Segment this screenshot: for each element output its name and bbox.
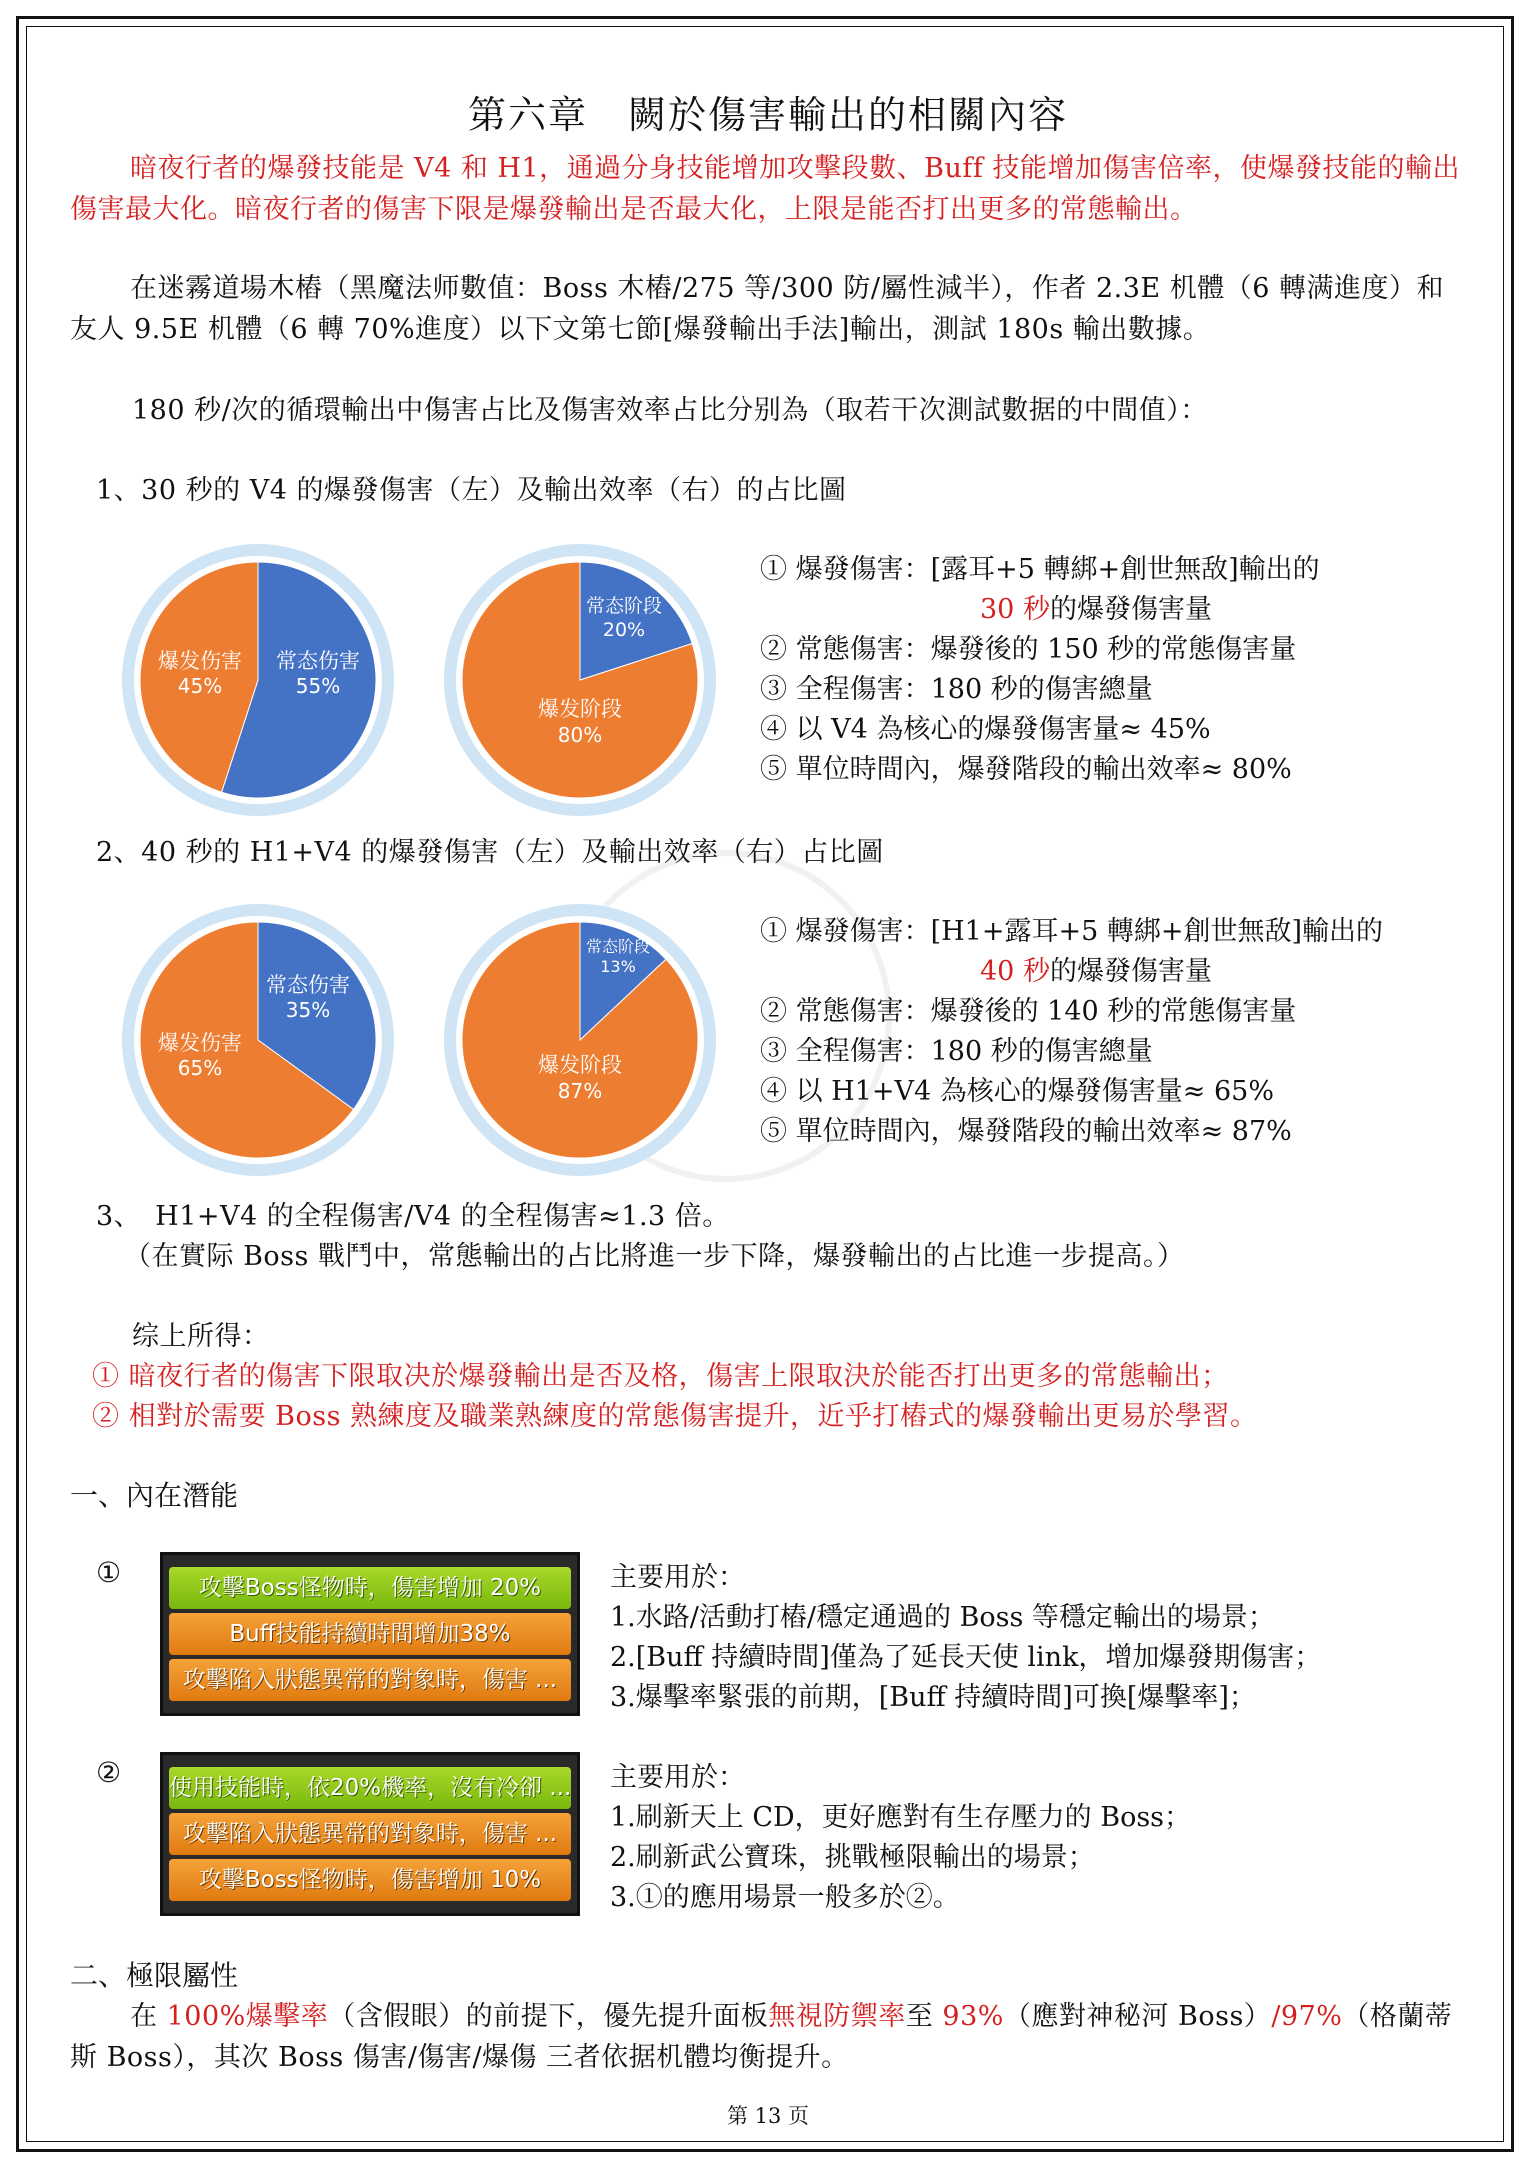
potential-line: 攻擊陷入狀態異常的對象時，傷害 ... [169, 1813, 571, 1855]
pie2-value-b: 80% [557, 723, 603, 747]
section3-line2: （在實际 Boss 戰鬥中，常態輸出的占比將進一步下降，爆發輸出的占比進一步提高。） [124, 1241, 1185, 1272]
test-setup-paragraph: 在迷霧道場木樁（黑魔法师數值：Boss 木樁/275 等/300 防/屬性減半），作者 2.3E 机體（6 轉满進度）和友人 9.5E 机體（6 轉 70%進度）以下文第七節[爆發輸出手法]輸出，測試 180s 輸出數據。 [70, 273, 1444, 345]
section1-heading: 1、30 秒的 V4 的爆發傷害（左）及輸出效率（右）的占比圖 [96, 475, 847, 506]
pie1-label-b: 爆发伤害 [158, 649, 242, 673]
legend-row: ④ 以 V4 為核心的爆發傷害量≈ 45% [760, 714, 1211, 745]
pie-svg-4 [440, 900, 720, 1180]
section2-legend [760, 912, 1383, 1152]
pie2-value-a: 20% [602, 619, 646, 641]
pie-svg-1 [118, 540, 398, 820]
usage-line: 2.[Buff 持續時間]僅為了延長天使 link，增加爆發期傷害； [610, 1642, 1322, 1673]
pie4-value-b: 87% [557, 1079, 603, 1103]
pie-chart-h1v4-damage [118, 900, 398, 1180]
pie2-label-b: 爆发阶段 [538, 697, 622, 721]
legend-row: ⑤ 單位時間內，爆發階段的輸出效率≈ 87% [760, 1116, 1292, 1147]
pie4-label-b: 爆发阶段 [538, 1053, 622, 1077]
potential-set1-usage [610, 1558, 1321, 1718]
usage-line: 1.水路/活動打樁/穩定通過的 Boss 等穩定輸出的場景； [610, 1602, 1275, 1633]
potential-set1-panel [160, 1552, 580, 1716]
extreme-heading: 二、極限屬性 [70, 1959, 239, 1992]
legend-row: ① 爆發傷害：[H1+露耳+5 轉綁+創世無敌]輸出的 [760, 916, 1384, 947]
summary-point-1: ① 暗夜行者的傷害下限取决於爆發輸出是否及格，傷害上限取決於能否打出更多的常態輸出； [92, 1361, 1229, 1392]
potential-line: Buff技能持續時間增加38% [169, 1613, 571, 1655]
section2-heading: 2、40 秒的 H1+V4 的爆發傷害（左）及輸出效率（右）占比圖 [96, 837, 884, 868]
pie3-label-b: 爆发伤害 [158, 1031, 242, 1055]
potential-line: 攻擊Boss怪物時，傷害增加 10% [169, 1859, 571, 1901]
page-number: 第 13 页 [726, 2104, 810, 2128]
pie-chart-v4-damage [118, 540, 398, 820]
pie-svg-3 [118, 900, 398, 1180]
potential-line: 攻擊Boss怪物時，傷害增加 20% [169, 1567, 571, 1609]
legend-row: ④ 以 H1+V4 為核心的爆發傷害量≈ 65% [760, 1076, 1274, 1107]
summary-point-2: ② 相對於需要 Boss 熟練度及職業熟練度的常態傷害提升，近乎打樁式的爆發輸出更易於學習。 [92, 1401, 1258, 1432]
pie-svg-2 [440, 540, 720, 820]
page-title: 第六章 闕於傷害輸出的相關內容 [467, 93, 1068, 137]
potential-set2-panel [160, 1752, 580, 1916]
pie1-value-b: 45% [177, 674, 223, 698]
extreme-paragraph: 在 100%爆擊率（含假眼）的前提下，優先提升面板無視防禦率至 93%（應對神秘河 Boss）/97%（格蘭蒂斯 Boss），其次 Boss 傷害/傷害/爆傷 三者依据机體均衡提升。 [70, 2001, 1453, 2073]
usage-line: 主要用於： [610, 1762, 745, 1793]
legend-row: ② 常態傷害：爆發後的 150 秒的常態傷害量 [760, 634, 1297, 665]
legend-row: 40 秒的爆發傷害量 [980, 956, 1212, 987]
usage-line: 主要用於： [610, 1562, 745, 1593]
usage-line: 1.刷新天上 CD，更好應對有生存壓力的 Boss； [610, 1802, 1192, 1833]
legend-row: ⑤ 單位時間內，爆發階段的輸出效率≈ 80% [760, 754, 1292, 785]
legend-row: ① 爆發傷害：[露耳+5 轉綁+創世無敌]輸出的 [760, 554, 1320, 585]
usage-line: 2.刷新武公寶珠，挑戰極限輸出的場景； [610, 1842, 1095, 1873]
summary-lead: 综上所得： [132, 1321, 270, 1352]
legend-row: ③ 全程傷害：180 秒的傷害總量 [760, 1036, 1153, 1067]
section3-line1: 3、 H1+V4 的全程傷害/V4 的全程傷害≈1.3 倍。 [96, 1201, 730, 1232]
pie4-value-a: 13% [600, 957, 636, 976]
pie-chart-v4-efficiency [440, 540, 720, 820]
pie3-value-a: 35% [285, 998, 331, 1022]
pie1-label-a: 常态伤害 [276, 649, 360, 673]
legend-row: 30 秒的爆發傷害量 [980, 594, 1212, 625]
pie-chart-h1v4-efficiency [440, 900, 720, 1180]
usage-line: 3.①的應用場景一般多於②。 [610, 1882, 960, 1913]
pie3-value-b: 65% [177, 1056, 223, 1080]
potential-heading: 一、內在潛能 [70, 1479, 239, 1512]
potential-line: 使用技能時，依20%機率，沒有冷卻 ... [169, 1767, 571, 1809]
pie4-label-a: 常态阶段 [585, 937, 651, 956]
potential-set2-number: ② [96, 1756, 122, 1789]
potential-set1-number: ① [96, 1556, 122, 1589]
section1-legend [760, 550, 1320, 790]
intro-paragraph: 暗夜行者的爆發技能是 V4 和 H1，通過分身技能增加攻擊段數、Buff 技能增加傷害倍率，使爆發技能的輸出傷害最大化。暗夜行者的傷害下限是爆發輸出是否最大化，上限是能否打出更多的常態輸出。 [70, 153, 1460, 225]
legend-row: ② 常態傷害：爆發後的 140 秒的常態傷害量 [760, 996, 1297, 1027]
pie3-label-a: 常态伤害 [266, 973, 350, 997]
potential-line: 攻擊陷入狀態異常的對象時，傷害 ... [169, 1659, 571, 1701]
legend-row: ③ 全程傷害：180 秒的傷害總量 [760, 674, 1153, 705]
potential-set2-usage [610, 1758, 1191, 1918]
usage-line: 3.爆擊率緊張的前期，[Buff 持續時間]可換[爆擊率]； [610, 1682, 1256, 1713]
pie2-label-a: 常态阶段 [585, 595, 663, 617]
ratio-intro-paragraph: 180 秒/次的循環輸出中傷害占比及傷害效率占比分别為（取若干次測試數据的中間值）： [132, 395, 1208, 426]
pie1-value-a: 55% [295, 674, 341, 698]
